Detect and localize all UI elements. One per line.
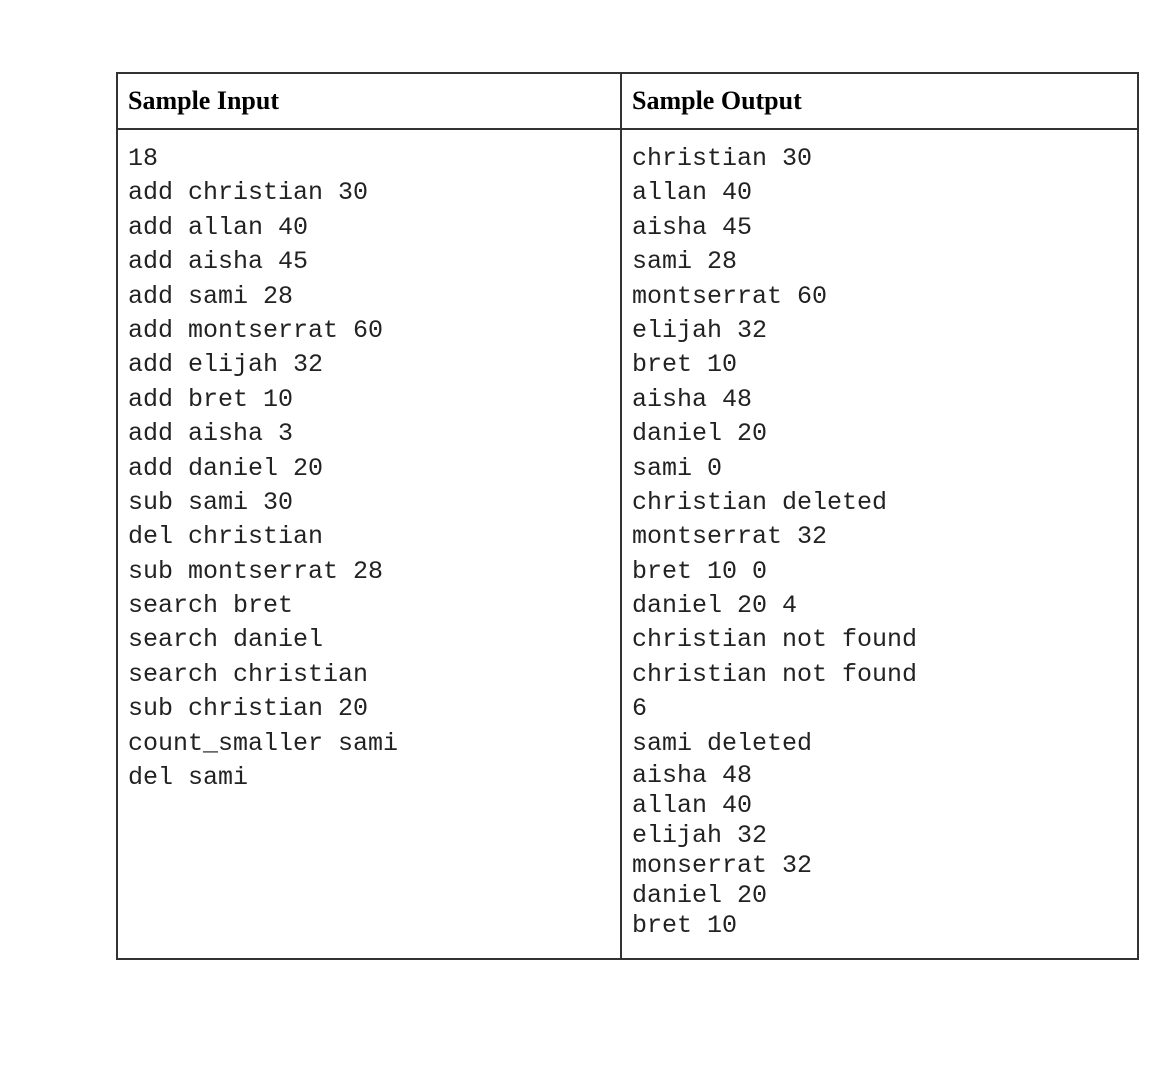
sample-output-header: Sample Output bbox=[621, 73, 1138, 129]
output-line: sami 28 bbox=[632, 247, 738, 277]
input-line: search christian bbox=[128, 659, 369, 689]
output-line: daniel 20 bbox=[632, 881, 768, 911]
input-line: add aisha 3 bbox=[128, 419, 294, 449]
output-line: aisha 45 bbox=[632, 212, 753, 242]
input-line: add montserrat 60 bbox=[128, 315, 384, 345]
input-line: 18 bbox=[128, 144, 159, 173]
input-line: sub christian 20 bbox=[128, 694, 369, 724]
output-line: montserrat 60 bbox=[632, 281, 828, 311]
input-line: count_smaller sami bbox=[128, 728, 399, 758]
input-line: add bret 10 bbox=[128, 384, 294, 414]
input-line: add christian 30 bbox=[128, 178, 369, 208]
output-line: bret 10 0 bbox=[632, 556, 768, 586]
sample-input-header: Sample Input bbox=[117, 73, 621, 129]
output-line: 6 bbox=[632, 694, 648, 724]
output-line: christian deleted bbox=[632, 487, 888, 517]
output-line: sami deleted bbox=[632, 728, 813, 758]
output-line: daniel 20 bbox=[632, 419, 768, 449]
input-line: add sami 28 bbox=[128, 281, 294, 311]
sample-output-cell bbox=[621, 129, 1138, 959]
output-line: sami 0 bbox=[632, 453, 723, 483]
input-line: search bret bbox=[128, 591, 294, 621]
output-line: elijah 32 bbox=[632, 821, 768, 851]
output-line: christian not found bbox=[632, 625, 918, 655]
input-line: del sami bbox=[128, 763, 249, 793]
sample-input-cell bbox=[117, 129, 621, 959]
input-line: add allan 40 bbox=[128, 212, 309, 242]
output-line: allan 40 bbox=[632, 178, 753, 208]
output-line: christian 30 bbox=[632, 144, 813, 173]
input-line: sub sami 30 bbox=[128, 487, 294, 517]
table-header-row bbox=[117, 73, 1138, 129]
output-line: aisha 48 bbox=[632, 761, 753, 791]
output-line: elijah 32 bbox=[632, 315, 768, 345]
input-line: search daniel bbox=[128, 625, 324, 655]
sample-io-table bbox=[116, 72, 1139, 960]
input-line: sub montserrat 28 bbox=[128, 556, 384, 586]
table-body-row bbox=[117, 129, 1138, 959]
input-line: add elijah 32 bbox=[128, 350, 324, 380]
output-line: daniel 20 4 bbox=[632, 591, 798, 621]
input-line: add daniel 20 bbox=[128, 453, 324, 483]
output-line: bret 10 bbox=[632, 350, 738, 380]
input-line: del christian bbox=[128, 522, 324, 552]
output-line: bret 10 bbox=[632, 911, 738, 941]
output-line: monserrat 32 bbox=[632, 851, 813, 881]
output-line: aisha 48 bbox=[632, 384, 753, 414]
input-line: add aisha 45 bbox=[128, 247, 309, 277]
output-line: allan 40 bbox=[632, 791, 753, 821]
output-line: montserrat 32 bbox=[632, 522, 828, 552]
output-line: christian not found bbox=[632, 659, 918, 689]
